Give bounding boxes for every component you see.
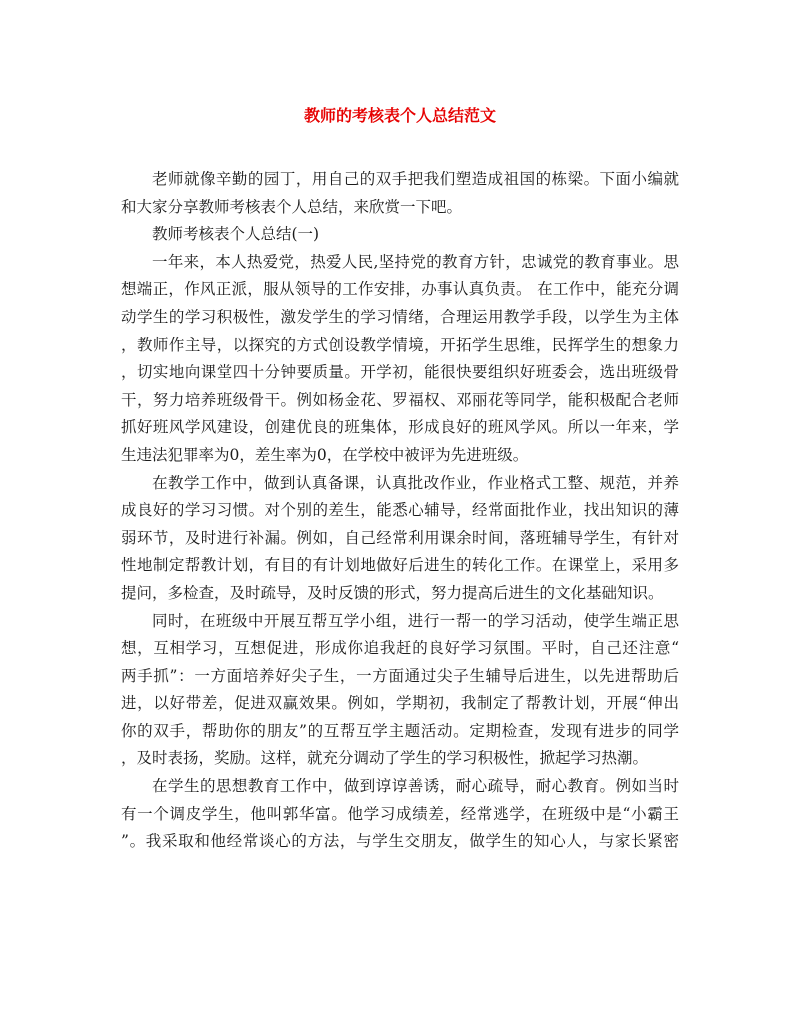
body-text-line: 你的双手，帮助你的朋友”的互帮互学主题活动。定期检查，发现有进步的同学	[121, 721, 679, 740]
document-body	[121, 166, 679, 856]
body-text-line: 同时，在班级中开展互帮互学小组，进行一帮一的学习活动，使学生端正思	[152, 611, 679, 630]
body-text-line: 有一个调皮学生，他叫郭华富。他学习成绩差，经常逃学，在班级中是“小霸王	[121, 804, 679, 823]
body-text-line: 在教学工作中，做到认真备课，认真批改作业，作业格式工整、规范，并养	[152, 473, 679, 492]
body-text-line: 提问，多检查，及时疏导，及时反馈的形式，努力提高后进生的文化基础知识。	[121, 583, 664, 602]
body-text-line: 成良好的学习习惯。对个别的差生，能悉心辅导，经常面批作业，找出知识的薄	[121, 501, 679, 520]
body-text-line: 一年来，本人热爱党，热爱人民,坚持党的教育方针，忠诚党的教育事业。思	[152, 252, 679, 271]
body-text-line: 进，以好带差，促进双赢效果。例如，学期初，我制定了帮教计划，开展“伸出	[121, 694, 679, 713]
body-text-line: 教师考核表个人总结(一)	[152, 225, 320, 244]
body-text-line: 生违法犯罪率为0，差生率为0，在学校中被评为先进班级。	[121, 445, 529, 464]
body-text-line: 干，努力培养班级骨干。例如杨金花、罗福权、邓丽花等同学，能积极配合老师	[121, 390, 679, 409]
body-text-line: 老师就像辛勤的园丁，用自己的双手把我们塑造成祖国的栋梁。下面小编就	[152, 170, 679, 188]
body-text-line: 动学生的学习积极性，激发学生的学习情绪，合理运用教学手段，以学生为主体	[121, 307, 679, 326]
body-text-line: 想，互相学习，互想促进，形成你追我赶的良好学习氛围。平时，自己还注意“	[121, 639, 679, 658]
body-text-line: 和大家分享教师考核表个人总结，来欣赏一下吧。	[121, 197, 463, 216]
body-text-line: 性地制定帮教计划，有目的有计划地做好后进生的转化工作。在课堂上，采用多	[121, 556, 679, 575]
body-text-line: 抓好班风学风建设，创建优良的班集体，形成良好的班风学风。所以一年来，学	[121, 418, 679, 437]
body-text-line: ，切实地向课堂四十分钟要质量。开学初，能很快要组织好班委会，选出班级骨	[121, 363, 679, 382]
body-text-line: ”。我采取和他经常谈心的方法，与学生交朋友，做学生的知心人，与家长紧密	[121, 832, 679, 851]
document-title: 教师的考核表个人总结范文	[303, 106, 496, 125]
body-text-line: 两手抓”：一方面培养好尖子生，一方面通过尖子生辅导后进生，以先进帮助后	[121, 666, 679, 685]
body-text-line: 想端正，作风正派，服从领导的工作安排，办事认真负责。 在工作中，能充分调	[121, 280, 679, 299]
body-text-line: 在学生的思想教育工作中，做到谆谆善诱，耐心疏导，耐心教育。例如当时	[152, 777, 679, 796]
body-text-line: 弱环节，及时进行补漏。例如，自己经常利用课余时间，落班辅导学生，有针对	[121, 528, 679, 547]
body-text-line: ，教师作主导，以探究的方式创设教学情境，开拓学生思维，民挥学生的想象力	[121, 335, 679, 354]
body-text-line: ，及时表扬，奖励。这样，就充分调动了学生的学习积极性，掀起学习热潮。	[121, 749, 649, 768]
